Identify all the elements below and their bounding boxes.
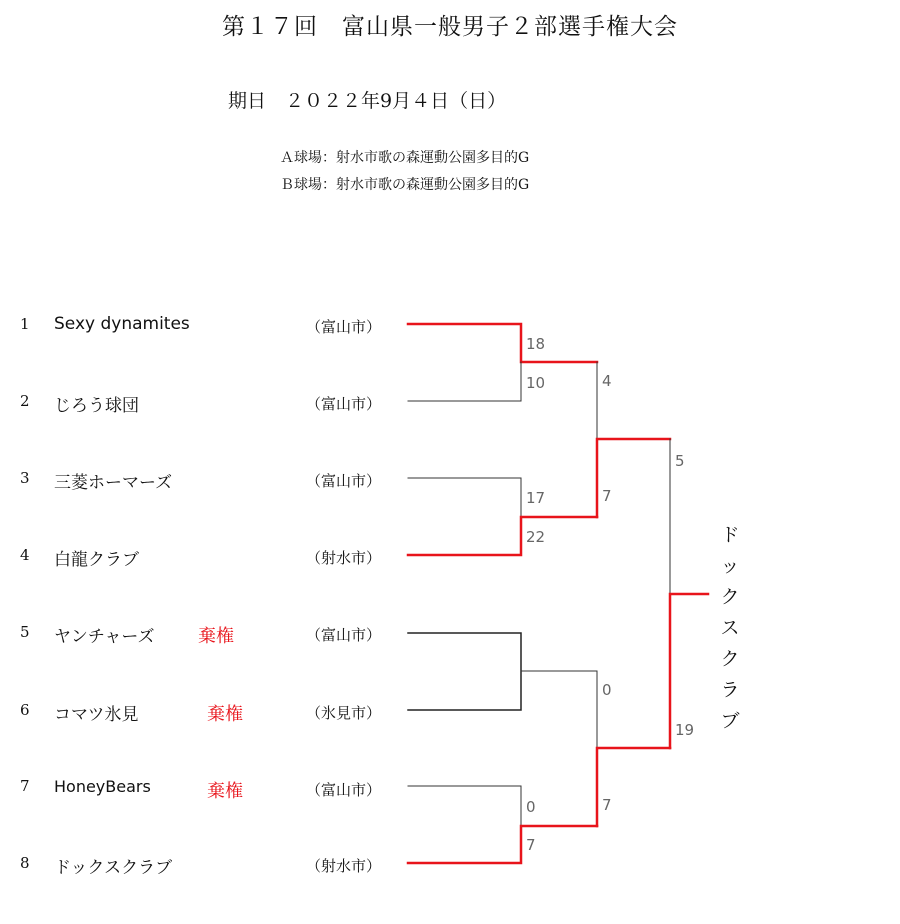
team-name: コマツ氷見 [54, 705, 139, 725]
team-city: （富山市） [306, 318, 382, 336]
seed-number: 6 [20, 701, 30, 719]
event-date: 期日 ２０２２年9月４日（日） [228, 90, 507, 112]
team-name: 白龍クラブ [54, 550, 139, 570]
champion-char: ク [720, 648, 740, 670]
team-name: 三菱ホーマーズ [54, 473, 173, 493]
champion-char: ス [720, 617, 740, 639]
bracket-line-winner [408, 324, 597, 362]
team-name: じろう球団 [54, 396, 139, 416]
team-city: （富山市） [306, 472, 382, 490]
score-label: 22 [526, 528, 546, 546]
score-label: 10 [526, 374, 546, 392]
team-city: （射水市） [306, 857, 382, 875]
seed-number: 1 [20, 315, 30, 333]
bracket-line-winner [408, 826, 597, 863]
seed-number: 7 [20, 777, 30, 795]
team-city: （富山市） [306, 626, 382, 644]
bracket-line-winner [408, 517, 597, 555]
score-label: 0 [526, 798, 536, 816]
bracket-line-winner [597, 748, 670, 826]
score-label: 18 [526, 335, 546, 353]
bracket-line-winner [597, 439, 670, 517]
champion-char: ラ [720, 679, 740, 701]
team-city: （富山市） [306, 781, 382, 799]
team-city: （射水市） [306, 549, 382, 567]
venue-b: Ｂ球場：射水市歌の森運動公園多目的G [280, 177, 530, 193]
forfeit-label: 棄権 [198, 626, 234, 647]
score-label: 4 [602, 372, 612, 390]
team-city: （氷見市） [306, 704, 382, 722]
score-label: 0 [602, 681, 612, 699]
seed-number: 3 [20, 469, 30, 487]
bracket-line [408, 478, 521, 517]
team-name: Sexy dynamites [54, 314, 190, 334]
champion-char: ブ [720, 710, 740, 732]
score-label: 5 [675, 452, 685, 470]
team-name: ヤンチャーズ [54, 627, 155, 647]
team-name: HoneyBears [54, 777, 151, 796]
venue-a: Ａ球場：射水市歌の森運動公園多目的G [280, 150, 530, 166]
seed-number: 4 [20, 546, 30, 564]
bracket-line [408, 362, 521, 401]
score-label: 19 [675, 721, 695, 739]
champion-char: ド [720, 524, 740, 546]
forfeit-label: 棄権 [207, 781, 243, 802]
forfeit-label: 棄権 [207, 704, 243, 725]
seed-number: 5 [20, 623, 30, 641]
seed-number: 8 [20, 854, 30, 872]
score-label: 7 [526, 836, 536, 854]
tournament-title: 第１７回 富山県一般男子２部選手権大会 [222, 14, 678, 40]
team-name: ドックスクラブ [54, 858, 173, 878]
seed-number: 2 [20, 392, 30, 410]
score-label: 7 [602, 487, 612, 505]
score-label: 7 [602, 796, 612, 814]
bracket-line [408, 786, 521, 826]
score-label: 17 [526, 489, 546, 507]
champion-char: ッ [720, 555, 740, 577]
bracket-line [408, 633, 521, 710]
champion-name [718, 520, 742, 737]
champion-char: ク [720, 586, 740, 608]
team-city: （富山市） [306, 395, 382, 413]
